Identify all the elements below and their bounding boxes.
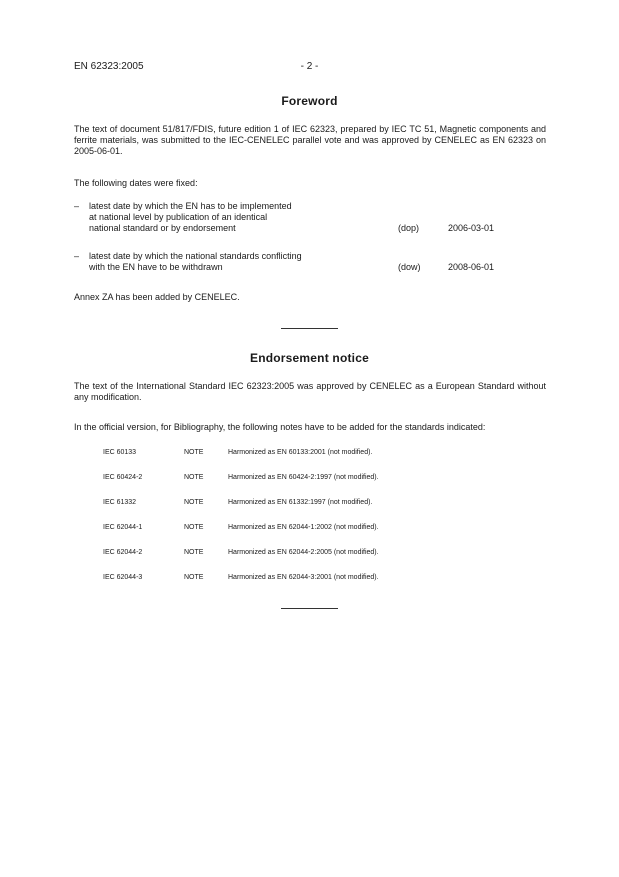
note-standard: IEC 61332 — [103, 499, 137, 506]
note-label: NOTE — [184, 549, 204, 556]
date-item-abbr: (dow) — [398, 262, 421, 272]
section-divider — [281, 328, 338, 329]
note-text: Harmonized as EN 62044-3:2001 (not modified). — [228, 574, 379, 581]
note-standard: IEC 60133 — [103, 449, 137, 456]
note-standard: IEC 62044-2 — [103, 549, 143, 556]
bibliography-intro: In the official version, for Bibliography, the following notes have to be added for the standards indicated: — [74, 422, 486, 432]
dash-bullet: – — [74, 201, 80, 211]
date-item-line: at national level by publication of an identical — [89, 212, 268, 222]
date-item-line: latest date by which the EN has to be implemented — [89, 201, 292, 211]
date-item-abbr: (dop) — [398, 223, 420, 233]
note-label: NOTE — [184, 499, 204, 506]
note-text: Harmonized as EN 62044-1:2002 (not modified). — [228, 524, 379, 531]
annex-note: Annex ZA has been added by CENELEC. — [74, 292, 240, 302]
section-divider — [281, 608, 338, 609]
header-doc-id: EN 62323:2005 — [74, 61, 144, 72]
foreword-intro: The text of document 51/817/FDIS, future edition 1 of IEC 62323, prepared by IEC TC 51, Magnetic components and ferrite materials, was submitted to the IEC-CENELEC parallel vote and was approved by CENELEC as EN 62323 on 2005-06-01. — [74, 124, 546, 156]
dates-intro: The following dates were fixed: — [74, 178, 198, 188]
note-label: NOTE — [184, 574, 204, 581]
endorsement-text: The text of the International Standard IEC 62323:2005 was approved by CENELEC as a European Standard without any modification. — [74, 381, 546, 402]
date-item-description — [89, 201, 349, 234]
date-item-dop — [74, 201, 546, 237]
date-item-description — [89, 251, 349, 273]
note-label: NOTE — [184, 524, 204, 531]
note-label: NOTE — [184, 474, 204, 481]
date-item-dow — [74, 251, 546, 275]
header-page-number: - 2 - — [300, 61, 319, 72]
date-item-line: national standard or by endorsement — [89, 223, 236, 233]
note-standard: IEC 60424-2 — [103, 474, 143, 481]
note-standard: IEC 62044-3 — [103, 574, 143, 581]
date-item-line: latest date by which the national standards conflicting — [89, 251, 302, 261]
date-item-line: with the EN have to be withdrawn — [89, 262, 223, 272]
note-text: Harmonized as EN 61332:1997 (not modified). — [228, 499, 373, 506]
endorsement-title: Endorsement notice — [250, 351, 369, 365]
note-text: Harmonized as EN 60133:2001 (not modified). — [228, 449, 373, 456]
note-text: Harmonized as EN 60424-2:1997 (not modified). — [228, 474, 379, 481]
note-standard: IEC 62044-1 — [103, 524, 143, 531]
dash-bullet: – — [74, 251, 80, 261]
foreword-title: Foreword — [281, 94, 338, 108]
date-item-date: 2008-06-01 — [448, 262, 495, 272]
note-text: Harmonized as EN 62044-2:2005 (not modified). — [228, 549, 379, 556]
date-item-date: 2006-03-01 — [448, 223, 495, 233]
note-label: NOTE — [184, 449, 204, 456]
